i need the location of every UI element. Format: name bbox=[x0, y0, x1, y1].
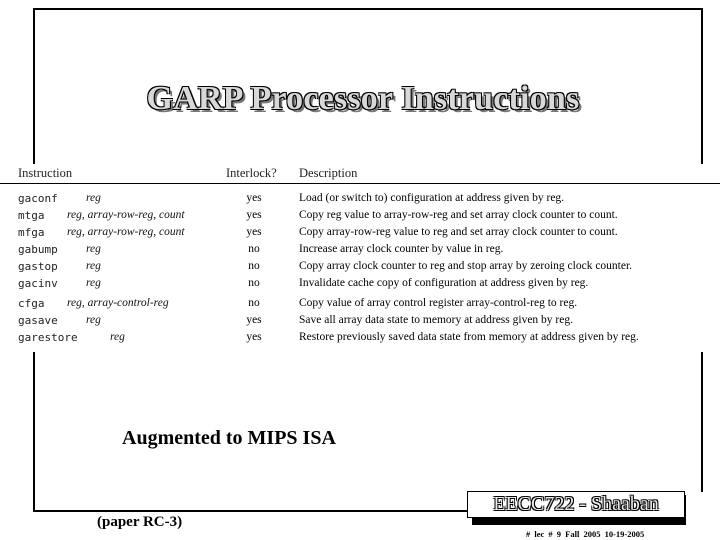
row-interlock: no bbox=[248, 260, 260, 272]
row-description: Invalidate cache copy of configuration at address given by reg. bbox=[299, 277, 589, 289]
table-row bbox=[0, 314, 720, 331]
row-interlock: no bbox=[248, 277, 260, 289]
footer-lecture-info: # lec # 9 Fall 2005 10-19-2005 bbox=[526, 529, 645, 539]
row-description: Load (or switch to) configuration at address given by reg. bbox=[299, 192, 565, 204]
row-operands: reg, array-row-reg, count bbox=[67, 209, 185, 221]
header-interlock: Interlock? bbox=[226, 166, 277, 180]
table-row bbox=[0, 226, 720, 243]
slide-title: GARP Processor Instructions bbox=[146, 80, 580, 117]
table-header bbox=[0, 164, 720, 184]
table-row bbox=[0, 277, 720, 294]
header-rule bbox=[0, 183, 720, 184]
row-operands: reg bbox=[86, 192, 101, 204]
row-operands: reg bbox=[110, 331, 125, 343]
header-instruction: Instruction bbox=[18, 166, 73, 180]
row-description: Copy reg value to array-row-reg and set array clock counter to count. bbox=[299, 209, 618, 221]
frame-left-border-lower bbox=[33, 352, 35, 512]
row-mnemonic: gaconf bbox=[18, 192, 58, 205]
row-interlock: no bbox=[248, 297, 260, 309]
row-description: Save all array data state to memory at address given by reg. bbox=[299, 314, 573, 326]
frame-right-border-lower bbox=[701, 352, 703, 492]
frame-top-border bbox=[33, 8, 703, 10]
instruction-table bbox=[0, 164, 720, 352]
row-mnemonic: gastop bbox=[18, 260, 58, 273]
row-operands: reg bbox=[86, 277, 101, 289]
row-interlock: no bbox=[248, 243, 260, 255]
course-badge: EECC722 - Shaaban bbox=[467, 491, 685, 518]
row-mnemonic: mfga bbox=[18, 226, 45, 239]
row-interlock: yes bbox=[246, 209, 262, 221]
row-description: Copy array-row-reg value to reg and set array clock counter to count. bbox=[299, 226, 618, 238]
row-interlock: yes bbox=[246, 226, 262, 238]
row-mnemonic: cfga bbox=[18, 297, 45, 310]
row-mnemonic: mtga bbox=[18, 209, 45, 222]
row-interlock: yes bbox=[246, 314, 262, 326]
row-description: Increase array clock counter by value in reg. bbox=[299, 243, 504, 255]
paper-reference: (paper RC-3) bbox=[97, 514, 183, 530]
row-description: Copy array clock counter to reg and stop array by zeroing clock counter. bbox=[299, 260, 633, 272]
frame-bottom-border bbox=[33, 510, 475, 512]
table-row bbox=[0, 243, 720, 260]
row-operands: reg, array-row-reg, count bbox=[67, 226, 185, 238]
row-mnemonic: gasave bbox=[18, 314, 58, 327]
row-description: Restore previously saved data state from memory at address given by reg. bbox=[299, 331, 639, 343]
row-interlock: yes bbox=[246, 192, 262, 204]
row-mnemonic: garestore bbox=[18, 331, 78, 344]
row-description: Copy value of array control register array-control-reg to reg. bbox=[299, 297, 578, 309]
table-row bbox=[0, 297, 720, 314]
row-operands: reg bbox=[86, 314, 101, 326]
row-operands: reg bbox=[86, 243, 101, 255]
row-mnemonic: gabump bbox=[18, 243, 58, 256]
table-row bbox=[0, 331, 720, 348]
table-row bbox=[0, 260, 720, 277]
row-operands: reg, array-control-reg bbox=[67, 297, 169, 309]
row-mnemonic: gacinv bbox=[18, 277, 58, 290]
header-description: Description bbox=[299, 166, 358, 180]
table-row bbox=[0, 209, 720, 226]
subtitle: Augmented to MIPS ISA bbox=[122, 427, 336, 449]
row-interlock: yes bbox=[246, 331, 262, 343]
table-row bbox=[0, 192, 720, 209]
row-operands: reg bbox=[86, 260, 101, 272]
